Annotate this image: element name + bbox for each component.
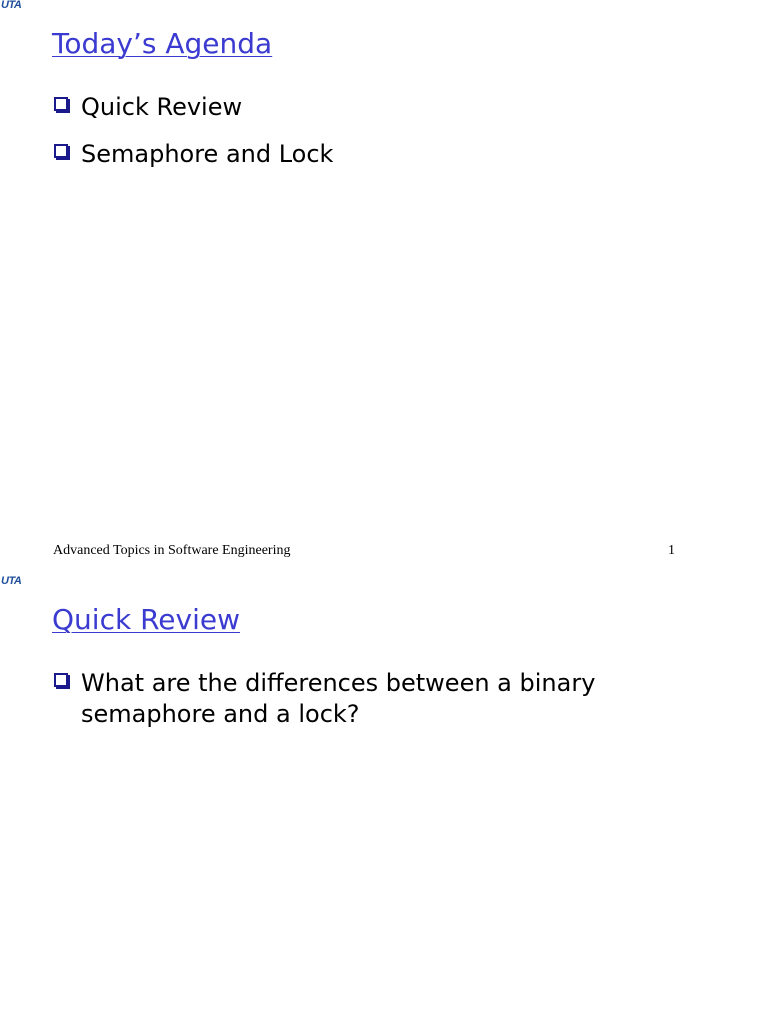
bullet-text: What are the differences between a binary semaphore and a lock? [81,669,596,728]
checkbox-bullet-icon [54,673,68,687]
bullet-text: Semaphore and Lock [81,140,334,168]
slide-2 [0,576,768,1024]
uta-logo: UTA [1,575,22,587]
uta-logo: UTA [1,0,22,11]
list-item [52,139,672,170]
list-item [52,668,672,730]
slide-title: Quick Review [52,603,240,636]
page-number: 1 [668,543,675,558]
slide-title: Today’s Agenda [52,27,273,60]
bullet-text: Quick Review [81,93,243,121]
bullet-list [52,92,672,186]
bullet-list [52,668,672,746]
checkbox-bullet-icon [54,144,68,158]
footer-course-title: Advanced Topics in Software Engineering [53,543,291,558]
checkbox-bullet-icon [54,97,68,111]
list-item [52,92,672,123]
